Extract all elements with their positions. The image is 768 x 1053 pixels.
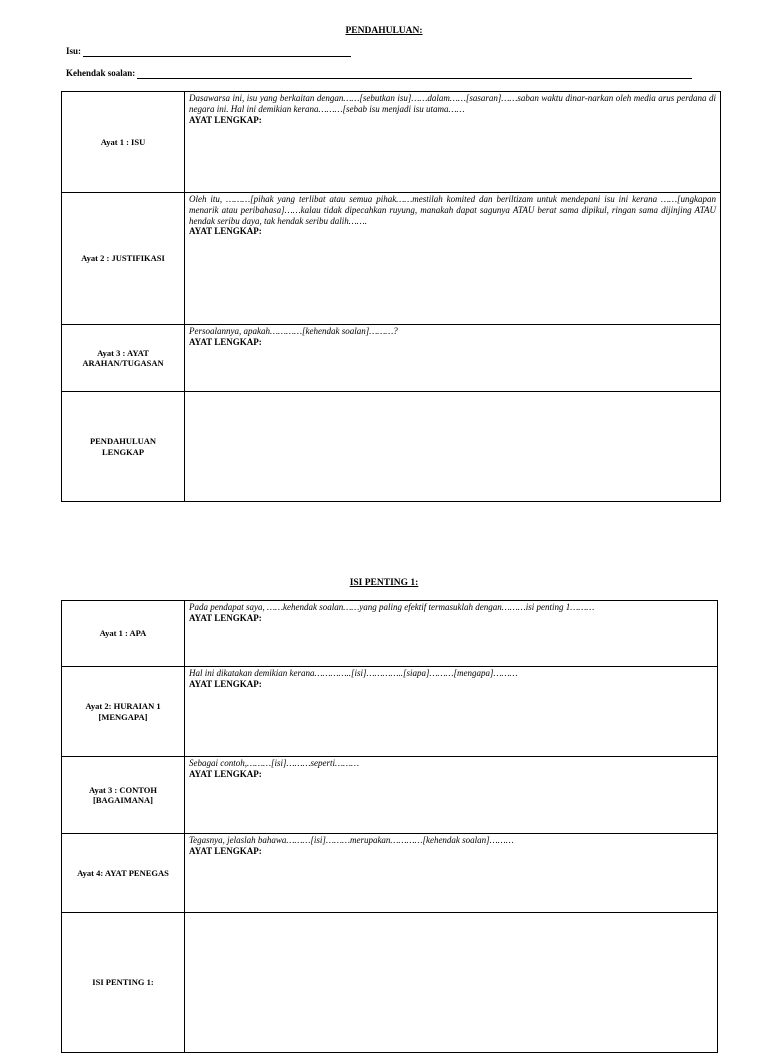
row-label: PENDAHULUAN LENGKAP bbox=[62, 392, 185, 502]
answer-cell[interactable] bbox=[185, 601, 718, 667]
kehendak-soalan-rule[interactable] bbox=[137, 70, 692, 79]
row-label: Ayat 2: HURAIAN 1 [MENGAPA] bbox=[62, 667, 185, 757]
ayat-lengkap-label: AYAT LENGKAP: bbox=[189, 678, 262, 689]
row-label: Ayat 1 : ISU bbox=[62, 92, 185, 193]
prompt-text: Persoalannya, apakah…………[kehendak soalan]………? bbox=[189, 326, 398, 336]
kehendak-soalan-field[interactable] bbox=[66, 68, 692, 79]
ayat-lengkap-label: AYAT LENGKAP: bbox=[189, 612, 262, 623]
table-row bbox=[62, 757, 718, 834]
row-label: Ayat 3 : CONTOH [BAGAIMANA] bbox=[62, 757, 185, 834]
ayat-lengkap-label: AYAT LENGKAP: bbox=[189, 226, 262, 237]
ayat-lengkap-label: AYAT LENGKAP: bbox=[189, 768, 262, 779]
isi-penting-table bbox=[61, 600, 718, 1053]
prompt-text: Dasawarsa ini, isu yang berkaitan dengan……[sebutkan isu]……dalam……[sasaran]……saban waktu dinar-narkan oleh media arus perdana di negara ini. Hal ini demikian kerana………[sebab isu menjadi isu utama…… bbox=[189, 93, 716, 114]
isu-label: Isu: bbox=[66, 46, 82, 56]
table-row bbox=[62, 834, 718, 913]
isu-field[interactable] bbox=[66, 46, 351, 57]
answer-cell[interactable] bbox=[185, 913, 718, 1053]
section2-heading: ISI PENTING 1: bbox=[349, 578, 419, 588]
prompt-text: Sebagai contoh,………[isi]………seperti……… bbox=[189, 758, 360, 768]
row-label: Ayat 2 : JUSTIFIKASI bbox=[62, 193, 185, 325]
row-label: Ayat 3 : AYAT ARAHAN/TUGASAN bbox=[62, 325, 185, 392]
table-row bbox=[62, 325, 721, 392]
answer-cell[interactable] bbox=[185, 757, 718, 834]
table-row bbox=[62, 667, 718, 757]
answer-cell[interactable] bbox=[185, 392, 721, 502]
table-row bbox=[62, 601, 718, 667]
ayat-lengkap-label: AYAT LENGKAP: bbox=[189, 845, 262, 856]
table-row bbox=[62, 193, 721, 325]
answer-cell[interactable] bbox=[185, 834, 718, 913]
table-row bbox=[62, 92, 721, 193]
isu-rule[interactable] bbox=[83, 48, 351, 57]
answer-cell[interactable] bbox=[185, 667, 718, 757]
table-row bbox=[62, 913, 718, 1053]
prompt-text: Tegasnya, jelaslah bahawa………[isi]………merupakan…………[kehendak soalan]……… bbox=[189, 835, 514, 845]
answer-cell[interactable] bbox=[185, 193, 721, 325]
answer-cell[interactable] bbox=[185, 92, 721, 193]
prompt-text: Oleh itu, ………[pihak yang terlibat atau semua pihak……mestilah komited dan beriltizam untuk mendepani isu ini kerana ……[ungkapan menarik atau peribahasa]……kalau tidak dipecahkan ruyung, manakah dapat sagunya ATAU berat sama dipikul, ringan sama dijinjing ATAU hendak seribu daya, tak hendak seribu dalih……. bbox=[189, 194, 716, 226]
section1-heading: PENDAHULUAN: bbox=[345, 26, 423, 36]
row-label: Ayat 1 : APA bbox=[62, 601, 185, 667]
table-row bbox=[62, 392, 721, 502]
ayat-lengkap-label: AYAT LENGKAP: bbox=[189, 336, 262, 347]
prompt-text: Pada pendapat saya, ……kehendak soalan……yang paling efektif termasuklah dengan………isi penting 1……… bbox=[189, 602, 595, 612]
row-label: Ayat 4: AYAT PENEGAS bbox=[62, 834, 185, 913]
answer-cell[interactable] bbox=[185, 325, 721, 392]
pendahuluan-table bbox=[61, 91, 721, 502]
kehendak-soalan-label: Kehendak soalan: bbox=[66, 68, 136, 78]
row-label: ISI PENTING 1: bbox=[62, 913, 185, 1053]
ayat-lengkap-label: AYAT LENGKAP: bbox=[189, 114, 262, 125]
prompt-text: Hal ini dikatakan demikian kerana…………..[isi]…………..[siapa]………[mengapa]……… bbox=[189, 668, 518, 678]
